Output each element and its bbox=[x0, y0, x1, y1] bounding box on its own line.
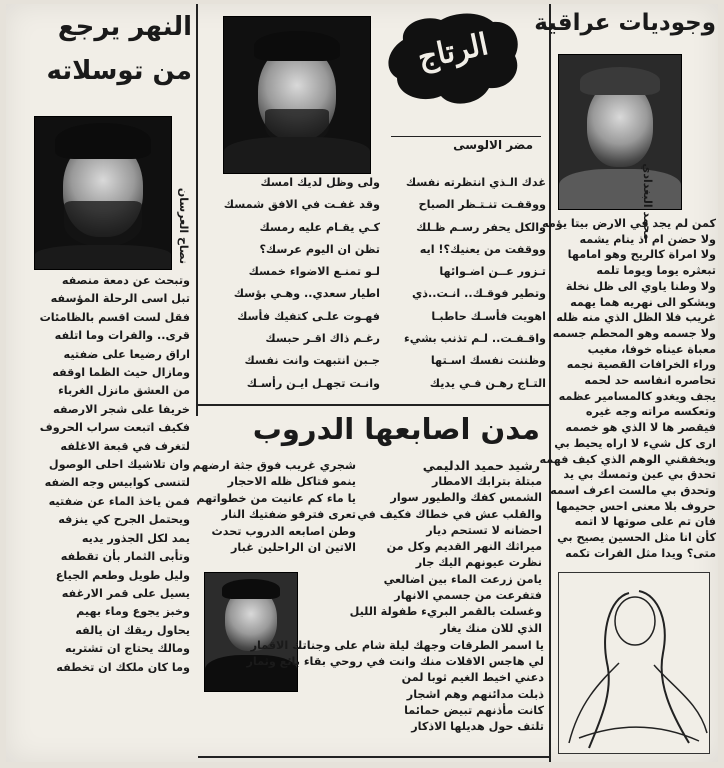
poem-line: ومالك يحتاج ان تشتريه bbox=[65, 642, 190, 656]
poem-line: وخبز يجوع وماء بهيم bbox=[76, 605, 190, 619]
poem-line: معباة عيناه خوفا، مغيب bbox=[587, 342, 716, 356]
poem-line: وطن اصابعه الدروب تحدث bbox=[211, 524, 356, 538]
editor-name: مضر الالوسى bbox=[453, 138, 533, 152]
bottom-poem-right-half bbox=[349, 474, 542, 637]
left-column-title-line2: من توسلاته bbox=[46, 56, 192, 86]
portrait-photo-right bbox=[558, 54, 682, 210]
poem-line: تبل اسى الرحلة المؤسفه bbox=[50, 292, 190, 306]
center-poem-right-half bbox=[384, 172, 546, 395]
poem-line: لـو تمنـع الاضواء خمسك bbox=[248, 265, 380, 279]
poem-line: فمن ياخذ الماء عن ضفتيه bbox=[48, 494, 190, 508]
poem-line: وما كان ملكك ان تخطفه bbox=[56, 660, 190, 674]
poem-line: فتفرعت من جسمي الانهار bbox=[394, 589, 542, 603]
left-column-title-line1: النهر يرجع bbox=[57, 12, 192, 42]
poem-line: يسيل على قمر الارغفه bbox=[61, 586, 190, 600]
poem-line: اهويت فأسـك حاطبـا bbox=[431, 309, 546, 323]
poem-line: ارى كل شيء لا اراه يحيط بي bbox=[554, 436, 716, 450]
poem-line: من العشق مانزل الغرباء bbox=[58, 384, 190, 398]
poem-line: شجري غريب فوق جثة ارضهم bbox=[192, 459, 356, 472]
left-column-author: نصاح العرسان bbox=[177, 187, 190, 264]
poem-line: تحدق بي عين وتمسك بي يد bbox=[563, 468, 716, 482]
poem-line: ذبلت مدائنهم وهم اشجار bbox=[406, 687, 544, 701]
poem-line: كمن لم يجد في الارض بيتا يؤمه bbox=[542, 217, 716, 230]
poem-line: وتحدق بي مالست اعرف اسمه bbox=[550, 483, 716, 497]
poem-line: اراق رضيعا على ضفتيه bbox=[63, 347, 190, 361]
poem-line: يا اسمر الطرقات وجهك ليلة شام على وجناتك الاقمار bbox=[250, 639, 544, 652]
newspaper-page bbox=[6, 4, 718, 762]
poem-line: كانت مأذنهم تبيض حمائما bbox=[404, 703, 544, 717]
poem-line: تحاصره انفاسه حد لحمه bbox=[584, 374, 716, 388]
poem-line: ولا وطنا ياوي الى ظل نخلة bbox=[565, 279, 716, 293]
poem-line: فهـوت علـى كتفيك فأسك bbox=[237, 309, 380, 323]
portrait-photo-left bbox=[34, 116, 172, 270]
poem-line: وان تلاشيك احلى الوصول bbox=[48, 458, 190, 472]
poem-line: حروف بلا معنى احس جحيمها bbox=[556, 499, 716, 513]
poem-line: نظرت عيونهم اليك جار bbox=[415, 556, 542, 570]
poem-line: تعرى فترفو ضفتيك النار bbox=[221, 508, 356, 522]
poem-line: دعني اخيط الغيم ثوبا لمن bbox=[401, 671, 544, 685]
poem-line: متى؟ ويدا مثل الفرات تكمه bbox=[565, 546, 716, 560]
poem-line: فكيف اتبعت سراب الحروف bbox=[39, 421, 190, 435]
poem-line: وتعكسه مراته وجه غيره bbox=[585, 405, 716, 419]
poem-line: الذي للان منك يغار bbox=[440, 621, 542, 635]
poem-line: فقل لست اقسم بالظامئات bbox=[39, 310, 190, 324]
poem-line: ميراثك النهر القديم وكل من bbox=[386, 540, 542, 554]
masthead-logo-text: الرتاج bbox=[414, 27, 492, 76]
poem-line: احضانه لا تستحم ديار bbox=[426, 523, 542, 537]
poem-line: جـبن انتبهت وانت نفسك bbox=[244, 354, 380, 368]
poem-line: وتبحث عن دمعة منصفه bbox=[61, 274, 190, 287]
column-divider-right bbox=[549, 4, 551, 762]
poem-line: وتطير فوقـك.. انـت..ذي bbox=[412, 287, 546, 301]
poem-line: الاتين ان الراحلين غبار bbox=[230, 541, 356, 555]
section-divider bbox=[198, 404, 549, 406]
poem-line: ووقفت من يعنيك؟! ايه bbox=[419, 242, 546, 256]
poem-line: كأن انا مثل الحسين يصيح بي bbox=[557, 531, 716, 545]
poem-line: لي هاجس الاقلات منك وانت في روحي بقاء بائع وثمار bbox=[246, 655, 544, 669]
portrait-photo-bottom bbox=[204, 572, 298, 692]
poem-line: مبتلة بترابك الامطار bbox=[431, 475, 542, 488]
bottom-poem-title: مدن اصابعها الدروب bbox=[252, 412, 540, 446]
poem-line: يحاول ريقك ان يالفه bbox=[75, 623, 190, 637]
poem-line: اطيار سعدي.. وهـي بؤسك bbox=[233, 287, 380, 301]
poem-line: ووقفـت تنـتـظر الصباح bbox=[418, 198, 546, 212]
poem-line: ومازال حيث الظما اوقفه bbox=[52, 366, 190, 380]
bottom-poem-author: رشيد حميد الدليمي bbox=[422, 458, 540, 473]
poem-line: تلتف حول هديلها الاذكار bbox=[411, 720, 544, 734]
bottom-rule bbox=[198, 756, 549, 758]
poem-line: ولا امراة كالريح وهو امامها bbox=[567, 248, 716, 262]
poem-line: خريفا على شجر الارصفه bbox=[53, 402, 190, 416]
poem-line: كـي يقـام عليه رمسك bbox=[259, 220, 380, 234]
poem-line: تبعثره يوما ويوما تلمه bbox=[596, 264, 716, 278]
center-poem-left-half bbox=[206, 172, 380, 395]
poem-line: ولا حضن ام اذ ينام يشمه bbox=[579, 232, 716, 246]
poem-line: غدك الـذي انتظرته نفسك bbox=[405, 176, 546, 189]
poem-line: يامن زرعت الماء بين اضالعي bbox=[383, 572, 542, 586]
poem-line: وتأبى الثمار بأن تقطفه bbox=[60, 550, 190, 564]
bottom-poem-left-half bbox=[192, 458, 356, 556]
poem-line: والقلب عش في خطاك فكيف في bbox=[357, 507, 542, 521]
poem-line: لتنسى كوابيس وجه الضفه bbox=[44, 476, 190, 490]
poem-line: فيقصر ها لا الذي هو خصمه bbox=[565, 421, 716, 435]
right-column-title: وجوديات عراقية bbox=[534, 10, 716, 36]
poem-line: ينمو فتاكل ظله الاحجار bbox=[227, 475, 356, 489]
portrait-photo-center bbox=[223, 16, 371, 174]
poem-line: ويحتمل الجرح كي ينزفه bbox=[58, 513, 190, 527]
poem-line: ويخفقني الوهم الذي كيف فهمه bbox=[539, 452, 716, 466]
poem-line: وظننت نفسك اسـتها bbox=[430, 354, 546, 368]
poem-line: لتغرف في قبعة الاغلفه bbox=[60, 439, 190, 453]
bottom-poem-full-width bbox=[246, 638, 544, 735]
poem-line: والكل يحفر رسـم ظـلك bbox=[416, 220, 546, 234]
poem-line: فان تم على صوتها لا اتمه bbox=[574, 515, 716, 529]
poem-line: يا ماء كم عانيت من خطواتهم bbox=[196, 491, 356, 505]
poem-line: تـزور عــن اضـوائها bbox=[439, 265, 546, 279]
editor-rule bbox=[391, 136, 541, 137]
left-column-poem bbox=[12, 272, 190, 677]
poem-line: وراء الخرافات القصية نجمه bbox=[566, 358, 716, 372]
woman-sketch-illustration bbox=[558, 572, 710, 754]
poem-line: وانـت تجهـل ايـن رأسـك bbox=[246, 376, 380, 390]
poem-line: الشمس كفك والطيور سوار bbox=[390, 491, 542, 505]
poem-line: واقـفـت.. لـم تذنب بشيء bbox=[404, 332, 546, 346]
poem-line: يجف ويغدو كالمسامير عظمه bbox=[558, 389, 716, 403]
right-column-poem bbox=[539, 216, 716, 561]
poem-line: يمد لكل الجذور يديه bbox=[81, 531, 190, 545]
poem-line: التـاج رهـن فـي يديك bbox=[429, 376, 546, 390]
poem-line: رغـم ذاك اقـر حبسك bbox=[265, 332, 380, 346]
poem-line: غريب فلا الظل الذي منه ظله bbox=[556, 311, 716, 325]
poem-line: وقد غفـت في الافق شمسك bbox=[223, 198, 380, 212]
poem-line: ولا جسمه وهو المحطم جسمه bbox=[552, 326, 716, 340]
poem-line: تظن ان اليوم عرسك؟ bbox=[259, 242, 380, 256]
poem-line: قرى.. والفرات وما اتلفه bbox=[54, 329, 190, 343]
right-column-author: محمد البغدادي bbox=[641, 163, 654, 240]
poem-line: ولى وظل لديك امسك bbox=[260, 176, 380, 189]
poem-line: وليل طويل وطعم الجياع bbox=[55, 568, 190, 582]
poem-line: وغسلت بالقمر البريء طفولة الليل bbox=[349, 605, 542, 619]
column-divider-left bbox=[196, 4, 198, 416]
poem-line: ويشكو الى نهريه هما يهمه bbox=[570, 295, 716, 309]
